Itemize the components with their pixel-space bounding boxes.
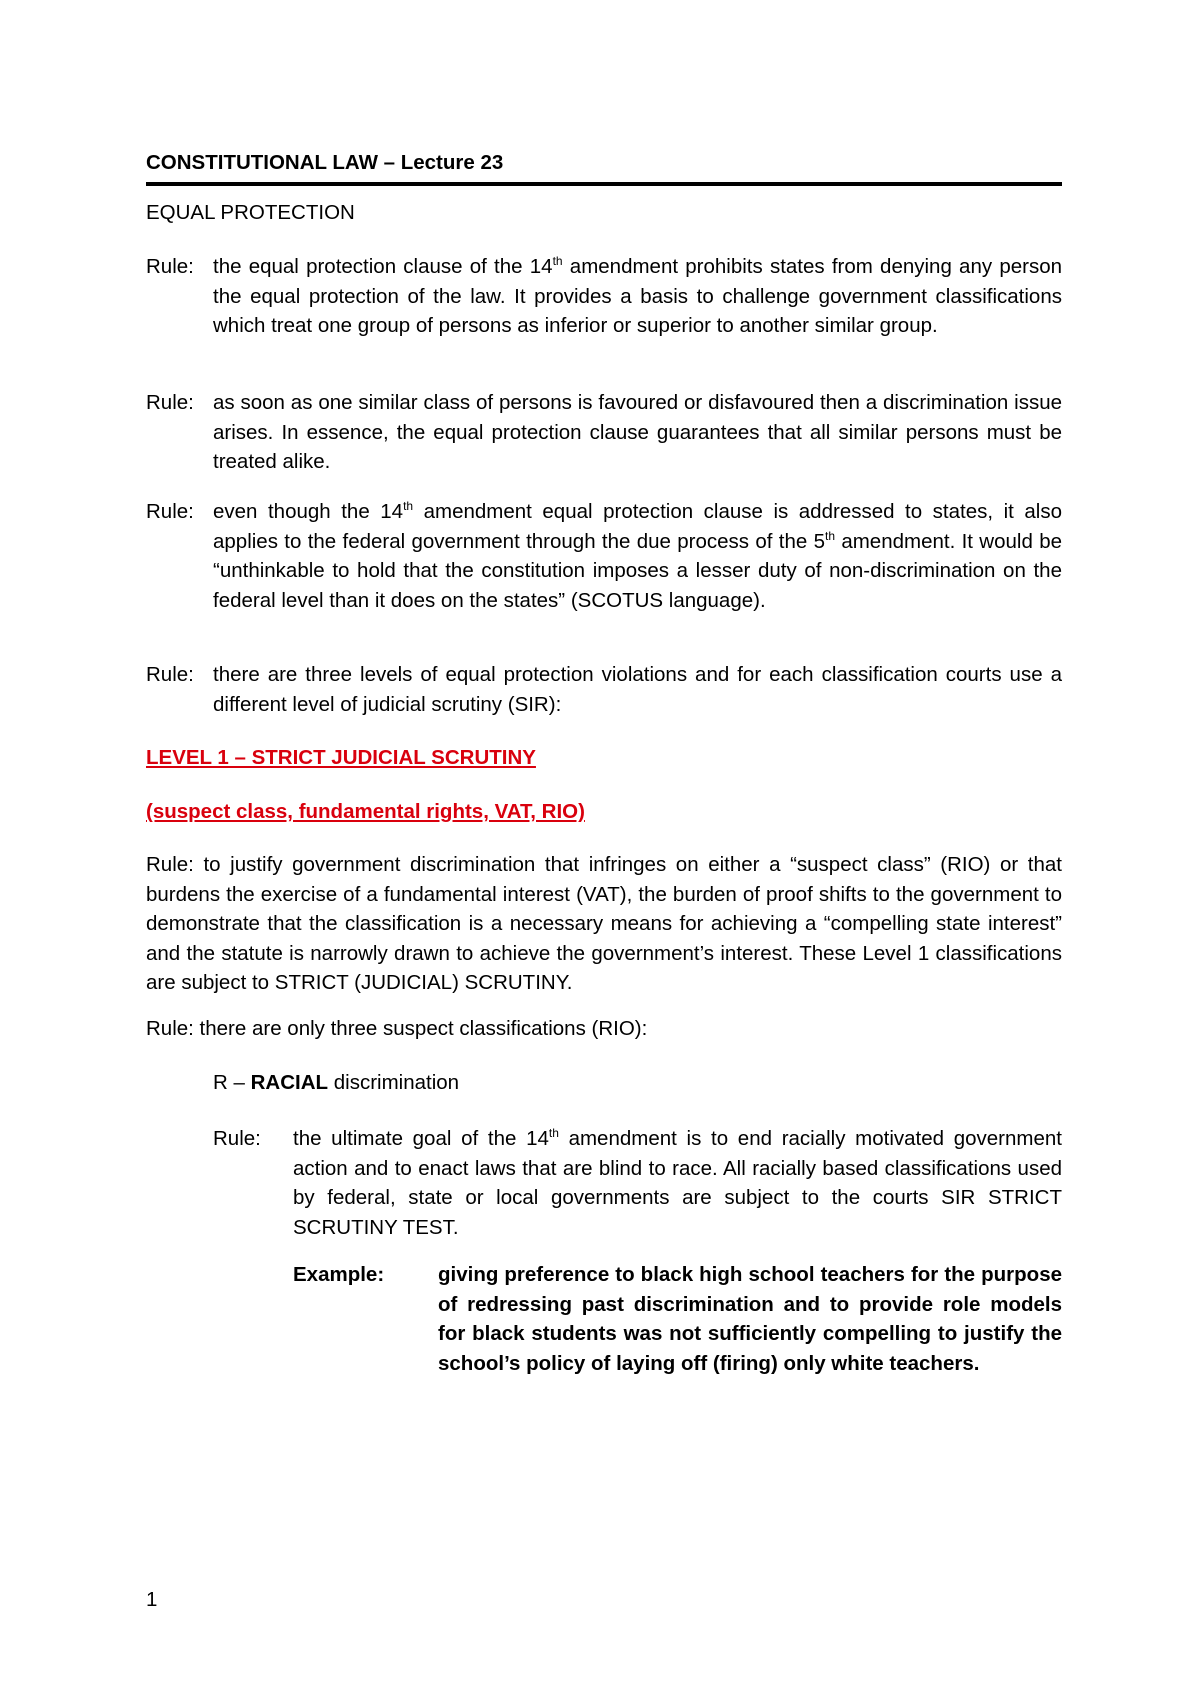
rule-label: Rule: [146, 255, 194, 278]
suspect-classifications-rule: Rule: there are only three suspect classifications (RIO): [146, 1017, 648, 1040]
rule-text: there are three levels of equal protection violations and for each classification courts use a different level of judicial scrutiny (SIR): [213, 663, 1062, 716]
strict-scrutiny-rule: Rule: to justify government discrimination that infringes on either a “suspect class” (RIO) or that burdens the exercise of a fundamental interest (VAT), the burden of proof shifts to the government to demonstrate that the classification is a necessary means for achieving a “compelling state interest” and the statute is narrowly drawn to achieve the government’s interest. These Level 1 classifications are subject to STRICT (JUDICIAL) SCRUTINY. [146, 853, 1062, 994]
rule-text: even though the 14th amendment equal protection clause is addressed to states, it also applies to the federal government through the due process of the 5th amendment. It would be “unthinkable to hold that the constitution imposes a lesser duty of non-discrimination on the federal level than it does on the states” (SCOTUS language). [213, 499, 1062, 612]
racial-rule-text: the ultimate goal of the 14th amendment is to end racially motivated government action and to enact laws that are blind to race. All racially based classifications used by federal, state or local governments are subject to the courts SIR STRICT SCRUTINY TEST. [293, 1126, 1062, 1239]
rule-label: Rule: [213, 1127, 261, 1150]
example-text: giving preference to black high school teachers for the purpose of redressing past discrimination and to provide role models for black students was not sufficiently compelling to justify the school’s policy of laying off (firing) only white teachers. [438, 1263, 1062, 1375]
rule-label: Rule: [146, 663, 194, 686]
page-number: 1 [146, 1588, 158, 1611]
rule-label: Rule: [146, 391, 194, 414]
level1-heading: LEVEL 1 – STRICT JUDICIAL SCRUTINY [146, 746, 536, 769]
rule-text: the equal protection clause of the 14th amendment prohibits states from denying any person the equal protection of the law. It provides a basis to challenge government classifications which treat one group of persons as inferior or superior to another similar group. [213, 254, 1062, 337]
section-title: EQUAL PROTECTION [146, 201, 355, 224]
racial-heading: R – RACIAL discrimination [213, 1071, 460, 1094]
document-title: CONSTITUTIONAL LAW – Lecture 23 [146, 148, 1062, 186]
level1-subheading: (suspect class, fundamental rights, VAT, RIO) [146, 800, 585, 823]
rule-label: Rule: [146, 500, 194, 523]
rule-text: as soon as one similar class of persons is favoured or disfavoured then a discrimination issue arises. In essence, the equal protection clause guarantees that all similar persons must be treated alike. [213, 391, 1062, 473]
example-label: Example: [293, 1263, 385, 1286]
